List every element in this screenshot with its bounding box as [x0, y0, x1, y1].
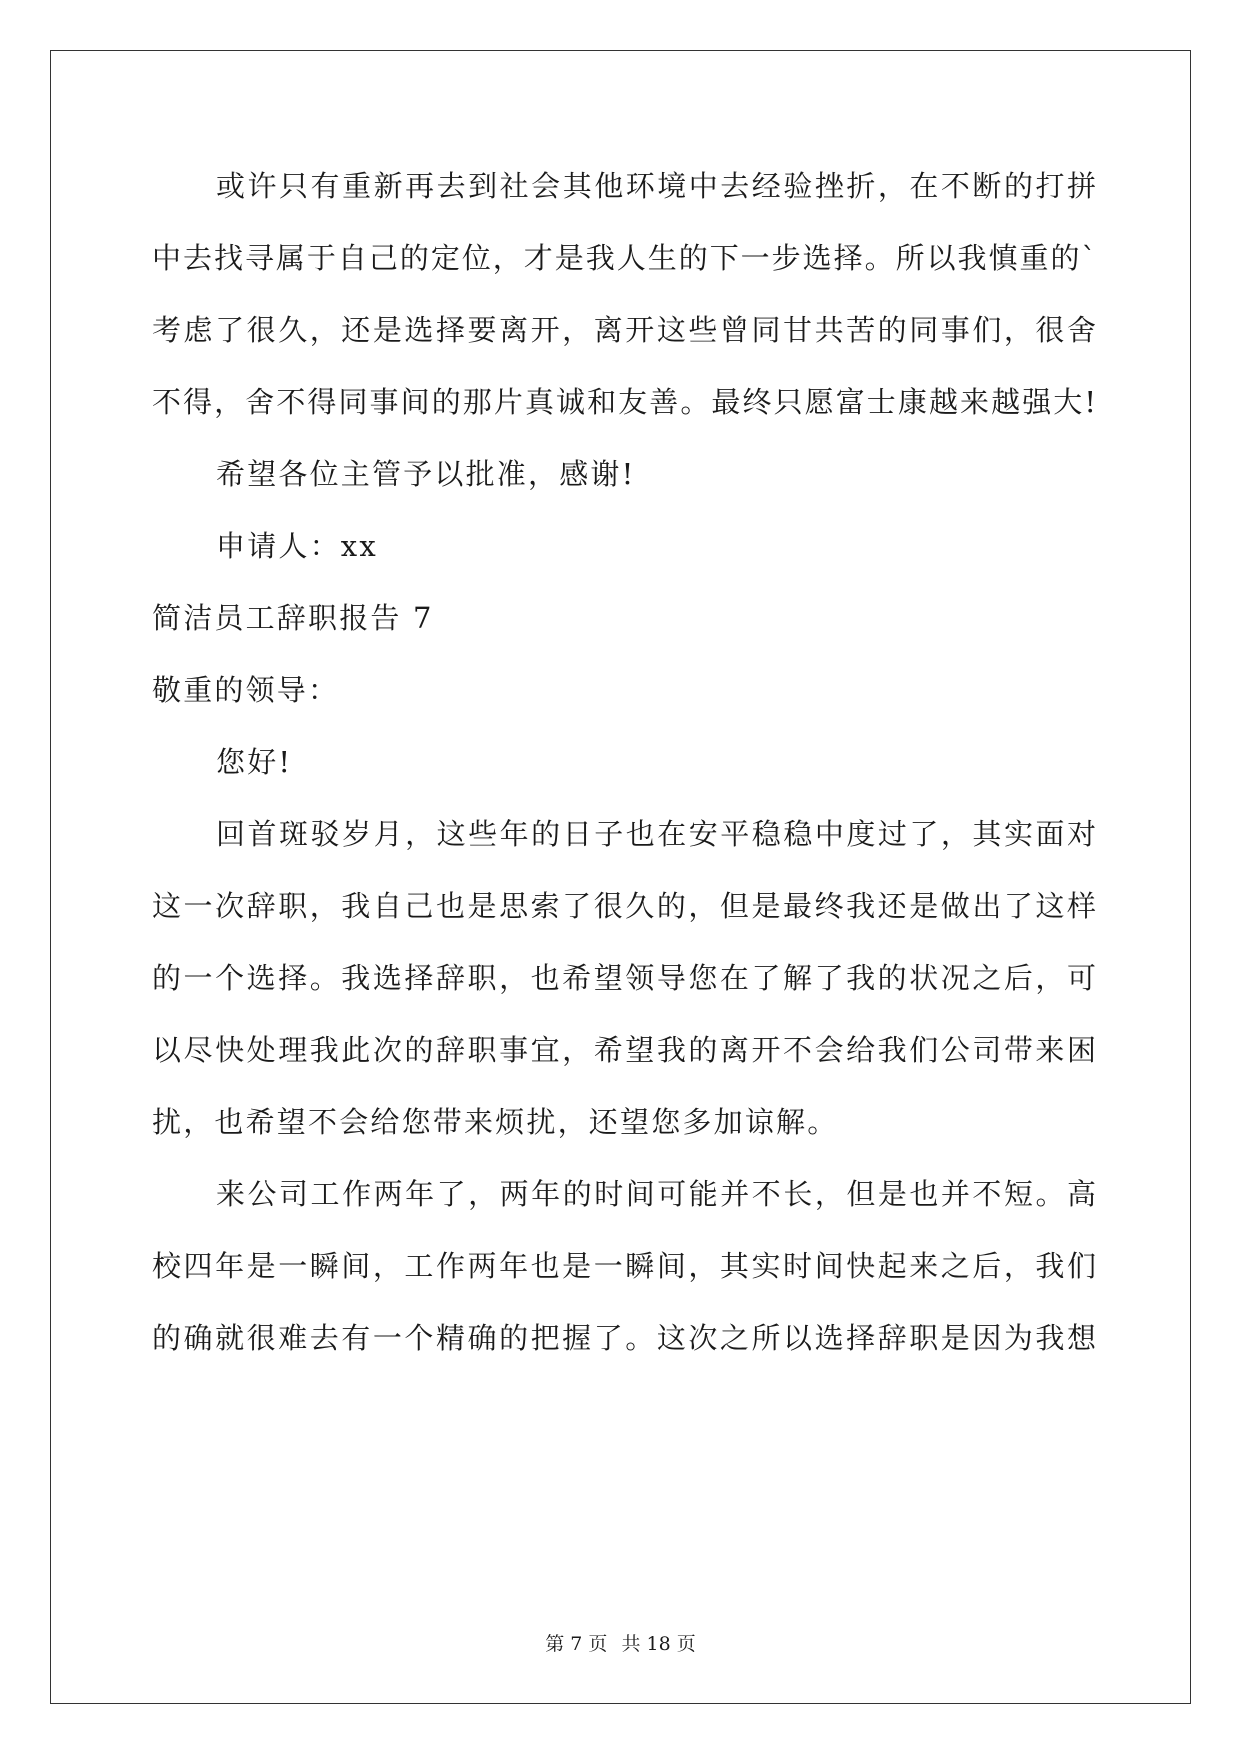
- paragraph-line: 回首斑驳岁月，这些年的日子也在安平稳稳中度过了，其实面对: [216, 817, 1096, 851]
- paragraph-line: 考虑了很久，还是选择要离开，离开这些曾同甘共苦的同事们，很舍: [152, 313, 1096, 347]
- paragraph-line: 校四年是一瞬间，工作两年也是一瞬间，其实时间快起来之后，我们: [152, 1249, 1096, 1283]
- page-total: 共 18 页: [621, 1633, 696, 1655]
- section-title: 简洁员工辞职报告 7: [152, 601, 434, 635]
- paragraph-line: 的一个选择。我选择辞职，也希望领导您在了解了我的状况之后，可: [152, 961, 1096, 995]
- applicant-line: 申请人：xx: [216, 529, 378, 563]
- page-frame: [50, 50, 1191, 1704]
- paragraph-line: 中去找寻属于自己的定位，才是我人生的下一步选择。所以我慎重的`: [152, 241, 1096, 275]
- paragraph-line: 这一次辞职，我自己也是思索了很久的，但是最终我还是做出了这样: [152, 889, 1096, 923]
- paragraph-line: 扰，也希望不会给您带来烦扰，还望您多加谅解。: [152, 1105, 839, 1139]
- paragraph-line: 的确就很难去有一个精确的把握了。这次之所以选择辞职是因为我想: [152, 1321, 1096, 1355]
- paragraph-line: 来公司工作两年了，两年的时间可能并不长，但是也并不短。高: [216, 1177, 1096, 1211]
- request-approval-line: 希望各位主管予以批准，感谢!: [216, 457, 636, 491]
- salutation: 敬重的领导：: [152, 673, 340, 707]
- paragraph-line: 不得，舍不得同事间的那片真诚和友善。最终只愿富士康越来越强大!: [152, 385, 1096, 419]
- greeting: 您好!: [216, 745, 293, 779]
- paragraph-line: 以尽快处理我此次的辞职事宜，希望我的离开不会给我们公司带来困: [152, 1033, 1096, 1067]
- page-number: 第 7 页: [545, 1633, 608, 1655]
- paragraph-line: 或许只有重新再去到社会其他环境中去经验挫折，在不断的打拼: [216, 169, 1096, 203]
- page-footer: [0, 1632, 1241, 1656]
